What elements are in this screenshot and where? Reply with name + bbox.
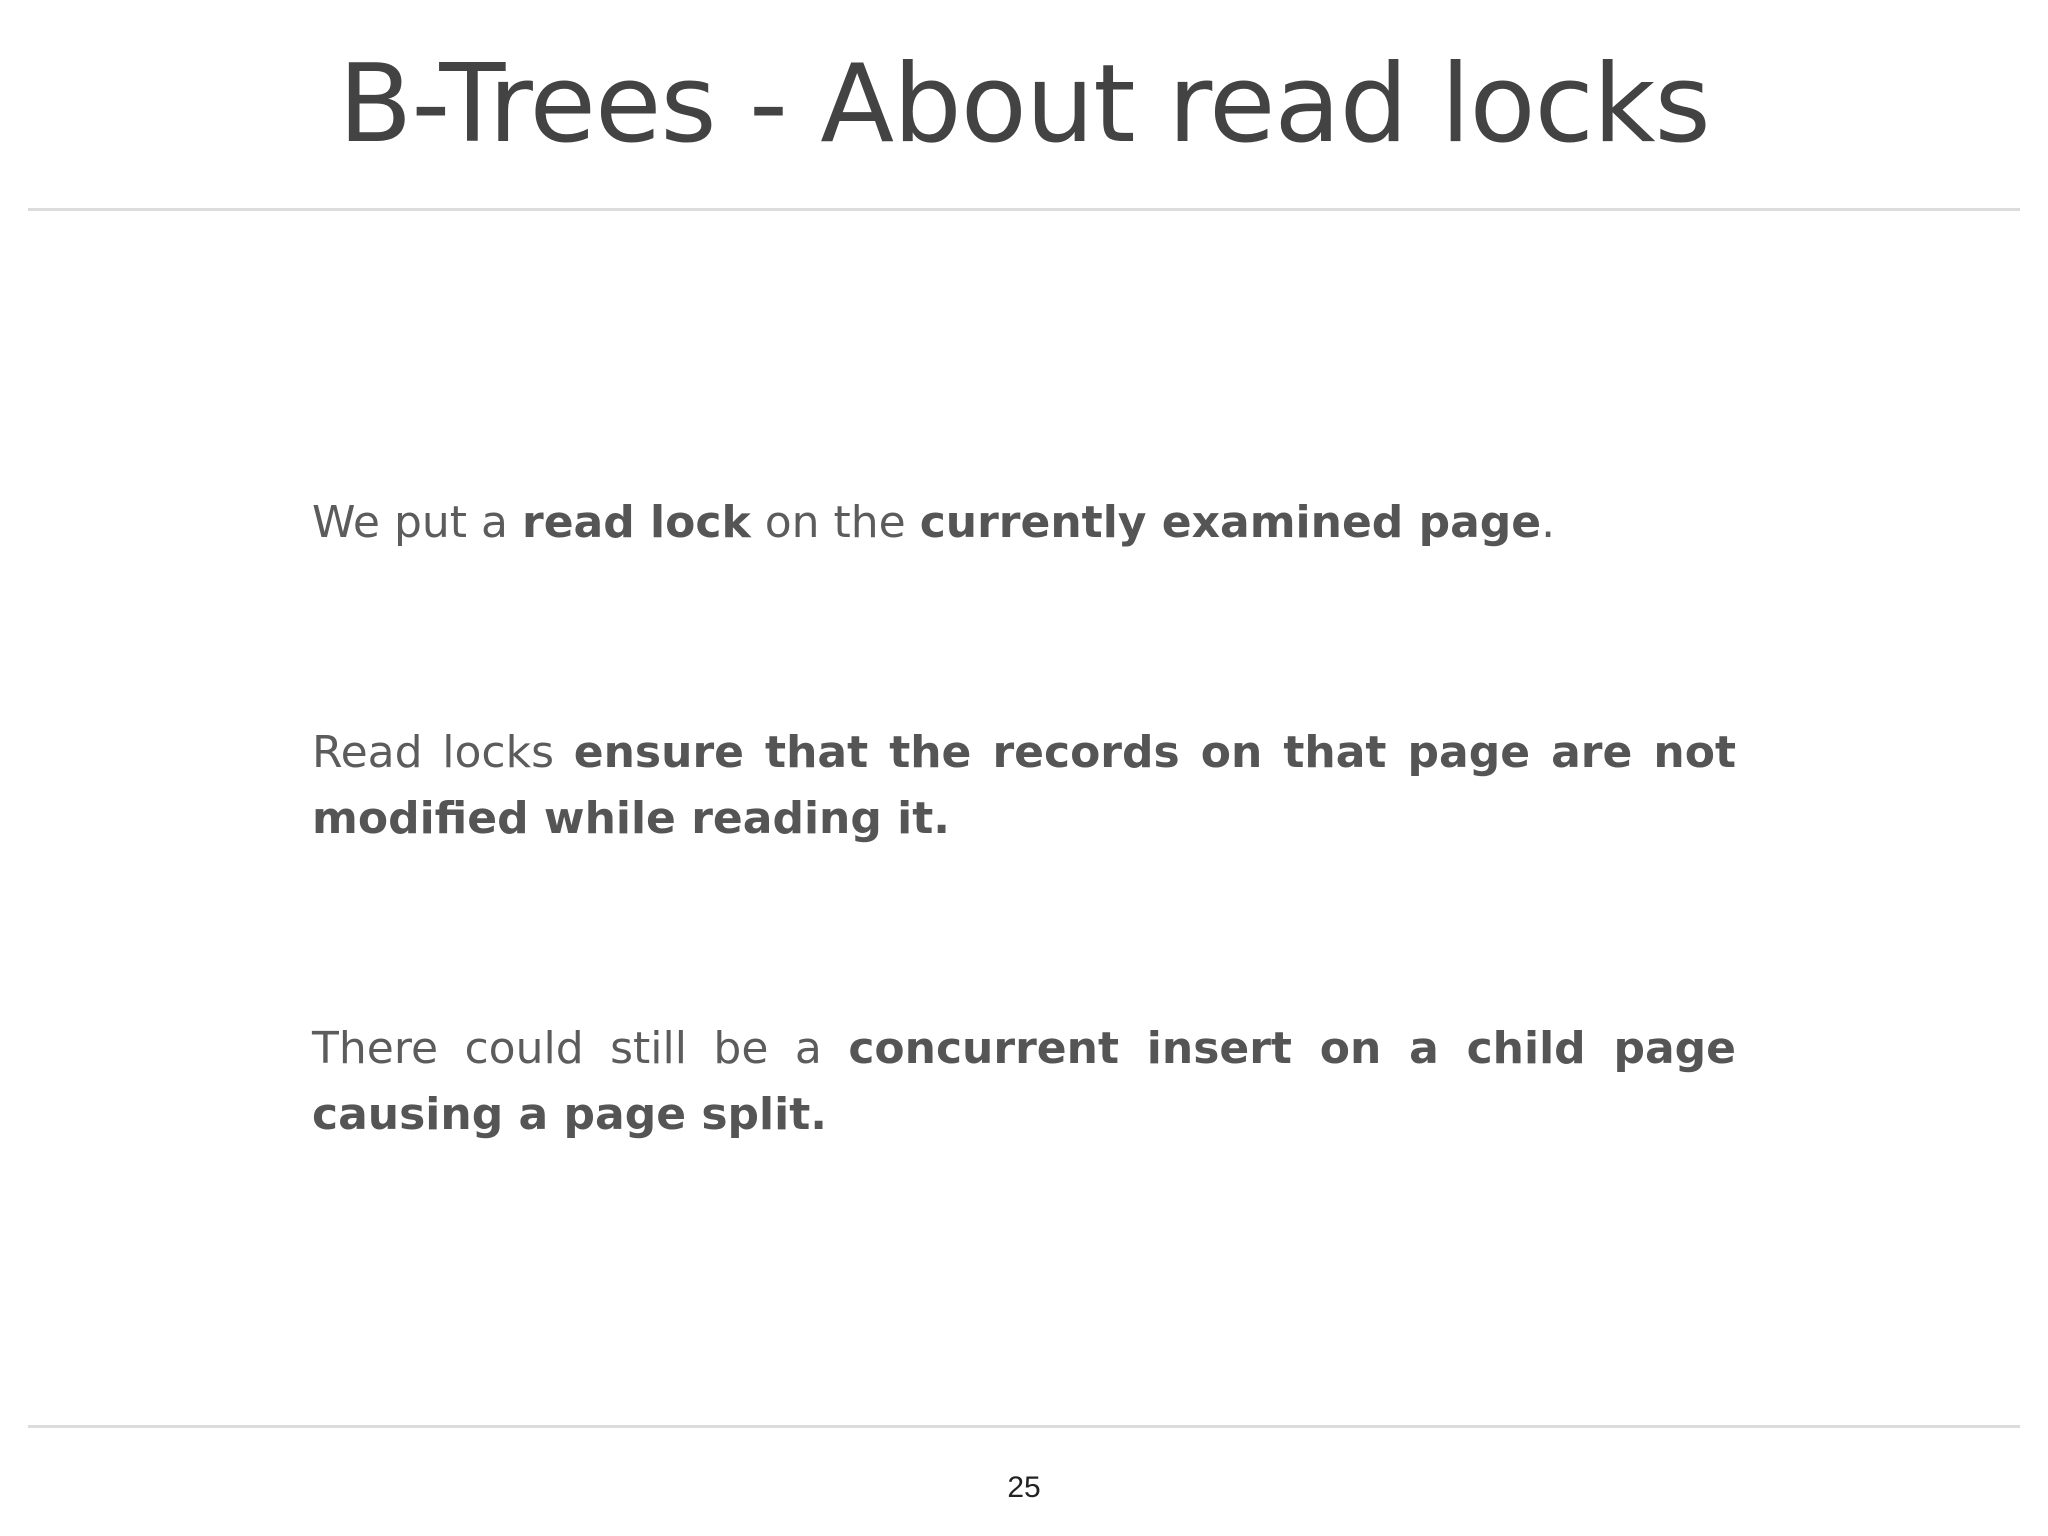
title-divider xyxy=(28,208,2020,211)
text-segment: on the xyxy=(750,497,920,548)
emphasis-page-split: concurrent insert on a child page causing a page split. xyxy=(312,1023,1736,1140)
footer-divider xyxy=(28,1425,2020,1428)
emphasis-current-page: currently examined page xyxy=(919,497,1542,548)
emphasis-read-lock: read lock xyxy=(522,497,751,548)
text-segment: Read locks xyxy=(312,727,574,778)
text-segment: There could still be a xyxy=(312,1023,849,1074)
page-number: 25 xyxy=(1007,1471,1041,1504)
text-segment: We put a xyxy=(312,497,522,548)
paragraph-read-lock xyxy=(312,490,1736,556)
paragraph-read-locks-ensure xyxy=(312,720,1736,852)
emphasis-not-modified: ensure that the records on that page are not modified while reading it. xyxy=(312,727,1736,844)
text-segment: . xyxy=(1541,497,1556,548)
slide-title: B-Trees - About read locks xyxy=(338,42,1710,167)
paragraph-concurrent-insert xyxy=(312,1016,1736,1148)
